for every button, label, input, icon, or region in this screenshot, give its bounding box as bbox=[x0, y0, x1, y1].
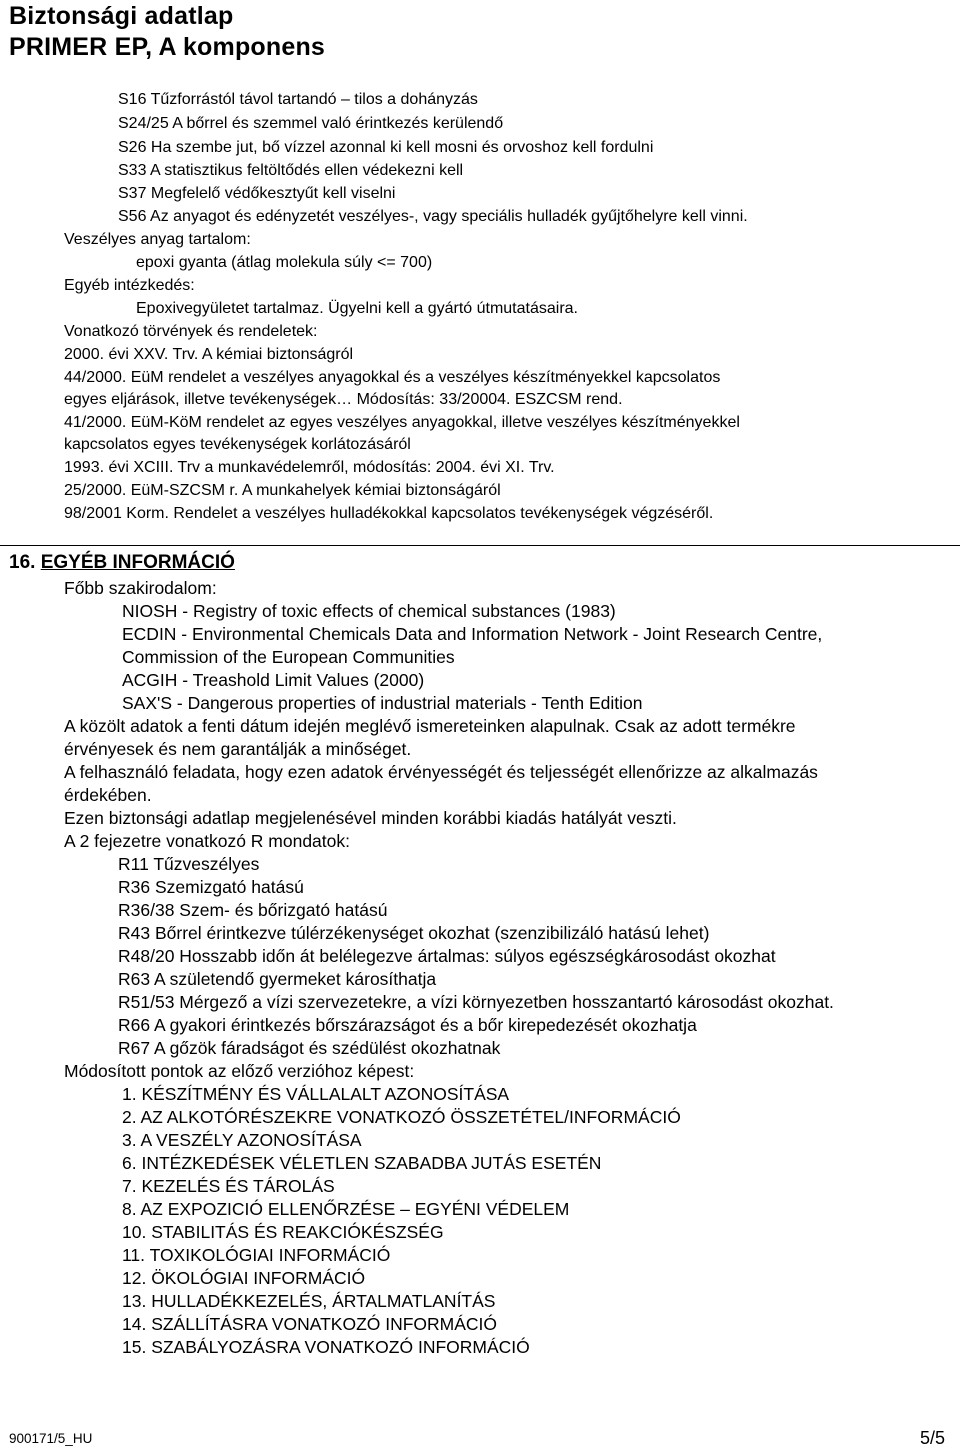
hazard-content-value: epoxi gyanta (átlag molekula súly <= 700) bbox=[136, 254, 433, 271]
section-divider bbox=[0, 545, 960, 546]
paragraph-line: érvényesek és nem garantálják a minőséget. bbox=[64, 739, 412, 759]
law-item: kapcsolatos egyes tevékenységek korlátozásáról bbox=[64, 436, 411, 453]
changed-section: 10. STABILITÁS ÉS REAKCIÓKÉSZSÉG bbox=[122, 1222, 444, 1242]
law-item: 25/2000. EüM-SZCSM r. A munkahelyek kémiai biztonságáról bbox=[64, 482, 501, 499]
literature-item: SAX'S - Dangerous properties of industrial materials - Tenth Edition bbox=[122, 693, 643, 713]
changed-section: 13. HULLADÉKKEZELÉS, ÁRTALMATLANÍTÁS bbox=[122, 1291, 496, 1311]
law-item: 41/2000. EüM-KöM rendelet az egyes veszélyes anyagokkal, illetve veszélyes készítményekkel bbox=[64, 414, 740, 431]
law-item: 2000. évi XXV. Trv. A kémiai biztonságról bbox=[64, 346, 354, 363]
changed-section: 12. ÖKOLÓGIAI INFORMÁCIÓ bbox=[122, 1268, 366, 1288]
law-item: egyes eljárások, illetve tevékenységek… Módosítás: 33/20004. ESZCSM rend. bbox=[64, 391, 623, 408]
other-measures-value: Epoxivegyületet tartalmaz. Ügyelni kell a gyártó útmutatásaira. bbox=[136, 300, 578, 317]
laws-label: Vonatkozó törvények és rendeletek: bbox=[64, 323, 318, 340]
literature-item: Commission of the European Communities bbox=[122, 647, 455, 667]
page-number: 5/5 bbox=[920, 1428, 946, 1448]
paragraph-line: érdekében. bbox=[64, 785, 152, 805]
paragraph-line: A közölt adatok a fenti dátum idején meglévő ismereteinken alapulnak. Csak az adott termékre bbox=[64, 716, 796, 736]
hazard-content-label: Veszélyes anyag tartalom: bbox=[64, 231, 251, 248]
other-measures-label: Egyéb intézkedés: bbox=[64, 277, 195, 294]
s-phrase: S24/25 A bőrrel és szemmel való érintkezés kerülendő bbox=[118, 115, 504, 132]
changed-section: 1. KÉSZÍTMÉNY ÉS VÁLLALALT AZONOSÍTÁSA bbox=[122, 1084, 510, 1104]
section-title: EGYÉB INFORMÁCIÓ bbox=[40, 552, 235, 573]
law-item: 98/2001 Korm. Rendelet a veszélyes hulladékokkal kapcsolatos tevékenységek végzéséről. bbox=[64, 505, 714, 522]
s-phrase: S37 Megfelelő védőkesztyűt kell viselni bbox=[118, 185, 396, 202]
r-phrase: R67 A gőzök fáradságot és szédülést okozhatnak bbox=[118, 1038, 501, 1058]
r-phrases-label: A 2 fejezetre vonatkozó R mondatok: bbox=[64, 831, 350, 851]
r-phrase: R48/20 Hosszabb időn át belélegezve ártalmas: súlyos egészségkárosodást okozhat bbox=[118, 946, 776, 966]
changed-section: 7. KEZELÉS ÉS TÁROLÁS bbox=[122, 1176, 335, 1196]
s-phrase: S26 Ha szembe jut, bő vízzel azonnal ki kell mosni és orvoshoz kell fordulni bbox=[118, 139, 654, 156]
r-phrase: R63 A születendő gyermeket károsíthatja bbox=[118, 969, 437, 989]
changed-section: 14. SZÁLLÍTÁSRA VONATKOZÓ INFORMÁCIÓ bbox=[122, 1314, 498, 1334]
literature-item: ACGIH - Treashold Limit Values (2000) bbox=[122, 670, 425, 690]
section-number: 16. bbox=[9, 552, 36, 573]
product-name: PRIMER EP, A komponens bbox=[9, 33, 326, 61]
document-title: Biztonsági adatlap bbox=[9, 2, 234, 30]
changed-section: 6. INTÉZKEDÉSEK VÉLETLEN SZABADBA JUTÁS ESETÉN bbox=[122, 1153, 602, 1173]
s-phrase: S56 Az anyagot és edényzetét veszélyes-, vagy speciális hulladék gyűjtőhelyre kell vinni. bbox=[118, 208, 748, 225]
changed-section: 3. A VESZÉLY AZONOSÍTÁSA bbox=[122, 1130, 362, 1150]
document-id: 900171/5_HU bbox=[9, 1431, 93, 1446]
literature-item: NIOSH - Registry of toxic effects of chemical substances (1983) bbox=[122, 601, 616, 621]
paragraph-line: Ezen biztonsági adatlap megjelenésével minden korábbi kiadás hatályát veszti. bbox=[64, 808, 677, 828]
changed-section: 11. TOXIKOLÓGIAI INFORMÁCIÓ bbox=[122, 1245, 391, 1265]
changed-section: 15. SZABÁLYOZÁSRA VONATKOZÓ INFORMÁCIÓ bbox=[122, 1337, 530, 1357]
literature-item: ECDIN - Environmental Chemicals Data and Information Network - Joint Research Centre, bbox=[122, 624, 823, 644]
s-phrase: S16 Tűzforrástól távol tartandó – tilos a dohányzás bbox=[118, 91, 478, 108]
r-phrase: R36 Szemizgató hatású bbox=[118, 877, 304, 897]
r-phrase: R51/53 Mérgező a vízi szervezetekre, a vízi környezetben hosszantartó károsodást okozhat. bbox=[118, 992, 834, 1012]
changes-label: Módosított pontok az előző verzióhoz képest: bbox=[64, 1061, 415, 1081]
law-item: 1993. évi XCIII. Trv a munkavédelemről, módosítás: 2004. évi XI. Trv. bbox=[64, 459, 555, 476]
s-phrase: S33 A statisztikus feltöltődés ellen védekezni kell bbox=[118, 162, 464, 179]
changed-section: 2. AZ ALKOTÓRÉSZEKRE VONATKOZÓ ÖSSZETÉTEL/INFORMÁCIÓ bbox=[122, 1107, 681, 1127]
law-item: 44/2000. EüM rendelet a veszélyes anyagokkal és a veszélyes készítményekkel kapcsolatos bbox=[64, 369, 721, 386]
r-phrase: R36/38 Szem- és bőrizgató hatású bbox=[118, 900, 388, 920]
r-phrase: R11 Tűzveszélyes bbox=[118, 854, 260, 874]
literature-label: Főbb szakirodalom: bbox=[64, 578, 217, 598]
section-16-heading bbox=[9, 551, 235, 575]
paragraph-line: A felhasználó feladata, hogy ezen adatok érvényességét és teljességét ellenőrizze az alkalmazás bbox=[64, 762, 818, 782]
r-phrase: R43 Bőrrel érintkezve túlérzékenységet okozhat (szenzibilizáló hatású lehet) bbox=[118, 923, 710, 943]
changed-section: 8. AZ EXPOZICIÓ ELLENŐRZÉSE – EGYÉNI VÉDELEM bbox=[122, 1199, 570, 1219]
r-phrase: R66 A gyakori érintkezés bőrszárazságot és a bőr kirepedezését okozhatja bbox=[118, 1015, 697, 1035]
